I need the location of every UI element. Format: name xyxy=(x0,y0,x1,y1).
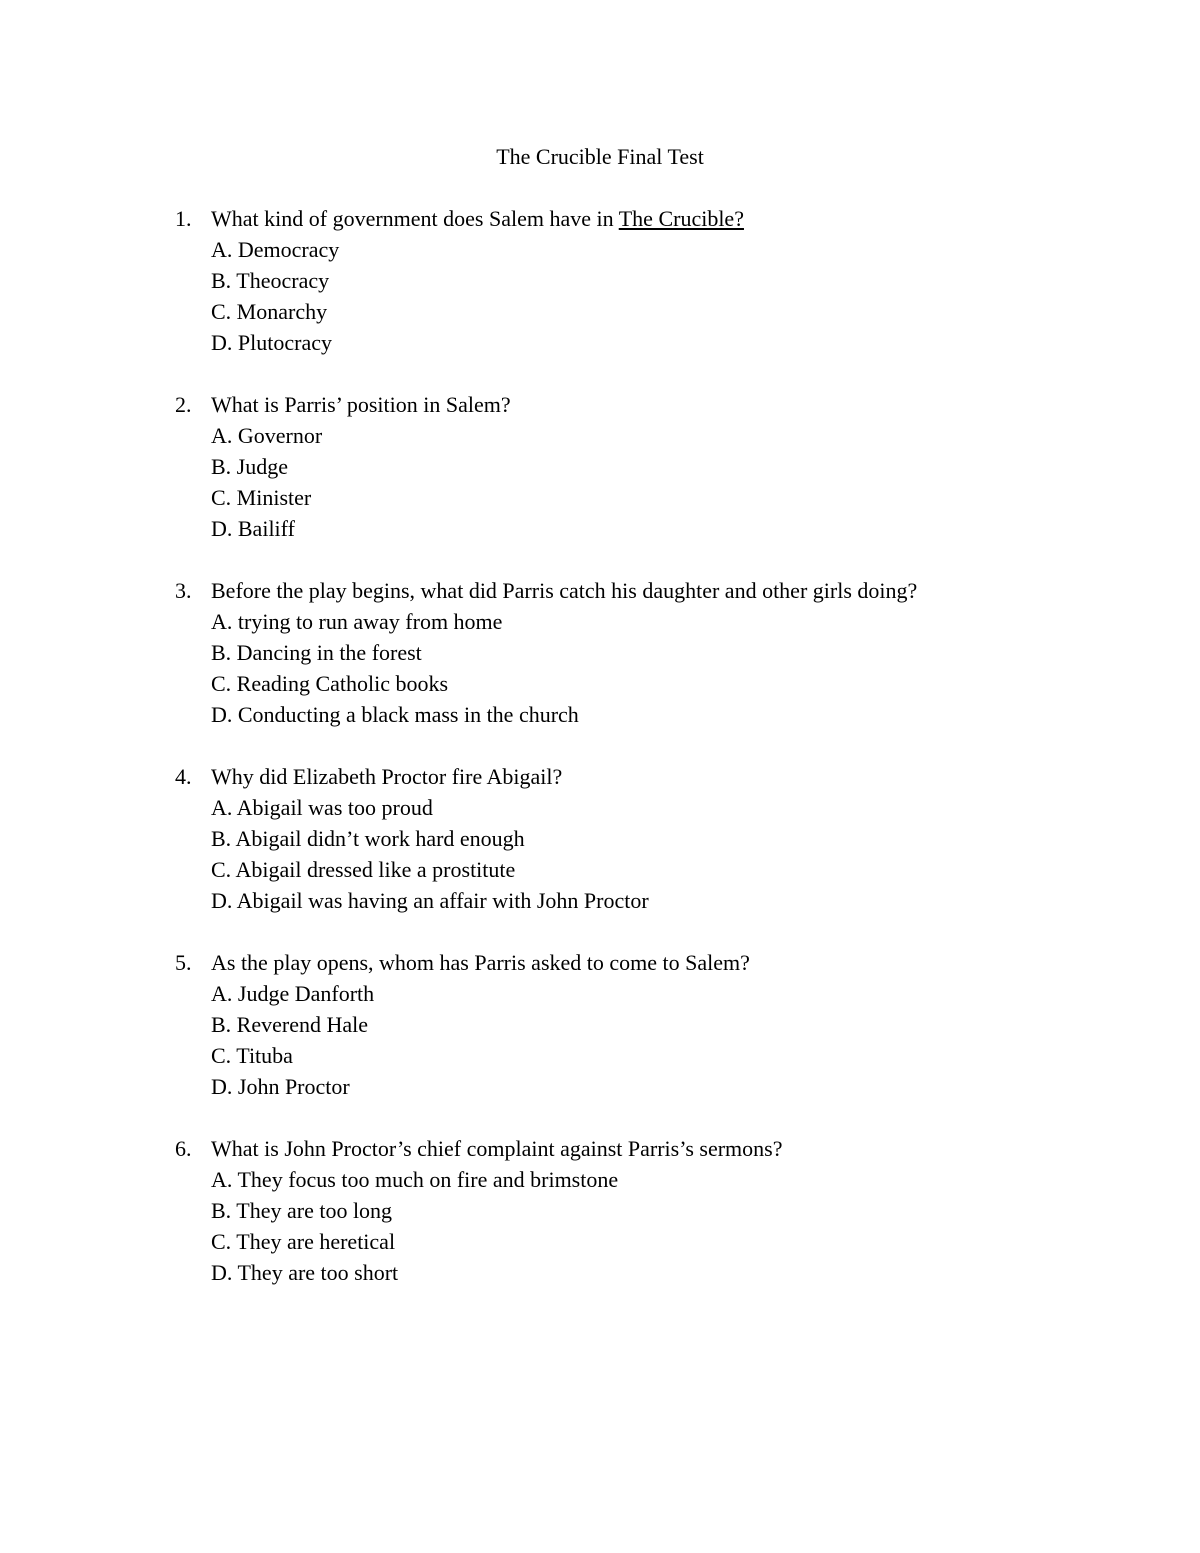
question-item xyxy=(0,1133,1200,1288)
question-text-underlined: The Crucible? xyxy=(618,206,744,231)
answer-option: B. Theocracy xyxy=(211,268,330,293)
option-list xyxy=(0,792,1200,916)
question-text xyxy=(211,1133,1200,1164)
answer-option: B. Abigail didn’t work hard enough xyxy=(211,826,525,851)
option-list xyxy=(0,606,1200,730)
answer-option: D. They are too short xyxy=(211,1260,399,1285)
question-text xyxy=(211,761,1200,792)
question-text xyxy=(211,575,1200,606)
question-text xyxy=(211,947,1200,978)
answer-option: B. They are too long xyxy=(211,1198,393,1223)
answer-option: B. Judge xyxy=(211,454,288,479)
question-text-plain: As the play opens, whom has Parris asked to come to Salem? xyxy=(211,950,750,975)
answer-option: C. Minister xyxy=(211,485,312,510)
question-number: 2. xyxy=(175,392,192,417)
answer-option: D. Plutocracy xyxy=(211,330,332,355)
question-number: 5. xyxy=(175,950,192,975)
answer-option: A. Judge Danforth xyxy=(211,981,375,1006)
option-list xyxy=(0,1164,1200,1288)
question-item xyxy=(0,575,1200,730)
question-text-plain: What kind of government does Salem have in xyxy=(211,206,619,231)
answer-option: D. Bailiff xyxy=(211,516,295,541)
option-list xyxy=(0,978,1200,1102)
question-item xyxy=(0,761,1200,916)
question-text xyxy=(211,203,1200,234)
question-text xyxy=(211,389,1200,420)
question-text-plain: What is Parris’ position in Salem? xyxy=(211,392,511,417)
answer-option: A. They focus too much on fire and brimstone xyxy=(211,1167,619,1192)
question-number: 6. xyxy=(175,1136,192,1161)
option-list xyxy=(0,420,1200,544)
answer-option: B. Reverend Hale xyxy=(211,1012,368,1037)
question-number: 3. xyxy=(175,578,192,603)
answer-option: A. Democracy xyxy=(211,237,340,262)
answer-option: C. Abigail dressed like a prostitute xyxy=(211,857,516,882)
answer-option: D. Conducting a black mass in the church xyxy=(211,702,579,727)
question-item xyxy=(0,947,1200,1102)
answer-option: C. Monarchy xyxy=(211,299,328,324)
answer-option: C. Tituba xyxy=(211,1043,293,1068)
question-number: 1. xyxy=(175,206,192,231)
question-text-plain: Before the play begins, what did Parris catch his daughter and other girls doing? xyxy=(211,578,918,603)
answer-option: A. trying to run away from home xyxy=(211,609,503,634)
question-text-plain: What is John Proctor’s chief complaint against Parris’s sermons? xyxy=(211,1136,783,1161)
question-number: 4. xyxy=(175,764,192,789)
option-list xyxy=(0,234,1200,358)
answer-option: A. Governor xyxy=(211,423,323,448)
question-list xyxy=(0,203,1200,1319)
question-item xyxy=(0,389,1200,544)
answer-option: C. They are heretical xyxy=(211,1229,396,1254)
answer-option: A. Abigail was too proud xyxy=(211,795,433,820)
page-title: The Crucible Final Test xyxy=(496,144,704,169)
answer-option: C. Reading Catholic books xyxy=(211,671,449,696)
question-text-plain: Why did Elizabeth Proctor fire Abigail? xyxy=(211,764,563,789)
question-item xyxy=(0,203,1200,358)
answer-option: D. John Proctor xyxy=(211,1074,350,1099)
answer-option: D. Abigail was having an affair with John Proctor xyxy=(211,888,649,913)
answer-option: B. Dancing in the forest xyxy=(211,640,422,665)
